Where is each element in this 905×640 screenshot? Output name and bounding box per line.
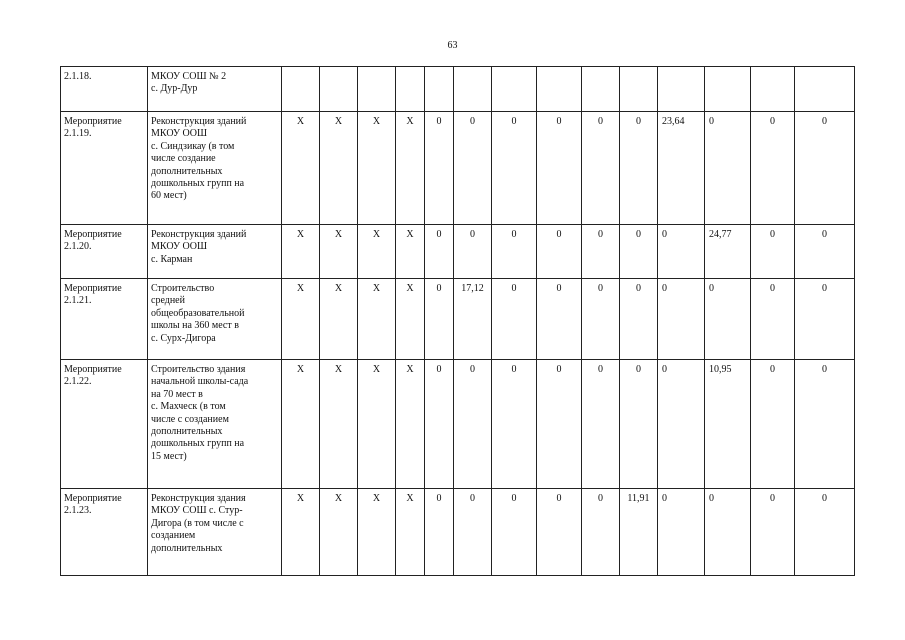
value-cell: 0 xyxy=(492,112,537,225)
measure-name-line: Строительство xyxy=(151,283,215,294)
page-number: 63 xyxy=(447,40,458,51)
measure-name-cell xyxy=(148,67,282,112)
value-cell: 0 xyxy=(620,112,658,225)
value-cell: 0 xyxy=(492,279,537,360)
value-cell: 0 xyxy=(537,112,582,225)
measure-code-line: Мероприятие xyxy=(64,493,122,504)
value-cell: 10,95 xyxy=(705,360,751,489)
measure-name-line: на 70 мест в xyxy=(151,388,203,400)
value-cell: 0 xyxy=(658,489,705,576)
value-cell: Х xyxy=(358,489,396,576)
measure-code-line: Мероприятие xyxy=(64,229,122,240)
value-cell: 0 xyxy=(620,225,658,279)
measure-name-line: с. Дур-Дур xyxy=(151,83,198,95)
table-row xyxy=(61,112,855,225)
value-cell: 0 xyxy=(751,112,795,225)
value-cell: 0 xyxy=(425,360,454,489)
value-cell xyxy=(492,67,537,112)
value-cell: Х xyxy=(358,225,396,279)
value-cell xyxy=(582,67,620,112)
table-row xyxy=(61,360,855,489)
table-row xyxy=(61,67,855,112)
value-cell xyxy=(396,67,425,112)
value-cell xyxy=(320,67,358,112)
measure-name-line: Реконструкция зданий xyxy=(151,116,247,127)
value-cell: 0 xyxy=(454,489,492,576)
value-cell: 0 xyxy=(454,225,492,279)
value-cell: 0 xyxy=(492,489,537,576)
value-cell: 0 xyxy=(582,225,620,279)
value-cell: 0 xyxy=(425,279,454,360)
measure-name-line: Дигора (в том числе с xyxy=(151,517,244,529)
value-cell: 0 xyxy=(454,112,492,225)
measure-name-line: общеобразовательной xyxy=(151,307,245,319)
value-cell: 0 xyxy=(425,225,454,279)
value-cell: 0 xyxy=(705,489,751,576)
measure-code-line: 2.1.20. xyxy=(64,241,92,253)
measure-name-line: Реконструкция зданий xyxy=(151,229,247,240)
measure-code-cell xyxy=(61,112,148,225)
measure-name-line: 15 мест) xyxy=(151,450,187,462)
value-cell: Х xyxy=(358,112,396,225)
value-cell: Х xyxy=(282,279,320,360)
measure-code-line: 2.1.21. xyxy=(64,295,92,307)
measure-code-line: 2.1.19. xyxy=(64,128,92,140)
measure-name-cell xyxy=(148,360,282,489)
measure-code-cell xyxy=(61,489,148,576)
measure-code-cell xyxy=(61,225,148,279)
measure-name-line: с. Карман xyxy=(151,253,193,265)
value-cell: 0 xyxy=(620,279,658,360)
measure-name-line: 60 мест) xyxy=(151,190,187,202)
measure-name-line: с. Синдзикау (в том xyxy=(151,140,235,152)
value-cell: 0 xyxy=(537,360,582,489)
value-cell: Х xyxy=(320,225,358,279)
value-cell: Х xyxy=(396,360,425,489)
measure-name-line: Реконструкция здания xyxy=(151,493,246,504)
measure-name-line: МКОУ ООШ xyxy=(151,241,208,253)
measure-code-line: 2.1.23. xyxy=(64,505,92,517)
value-cell: Х xyxy=(282,489,320,576)
measure-name-line: МКОУ СОШ № 2 xyxy=(151,71,227,82)
measure-code-line: Мероприятие xyxy=(64,283,122,294)
measure-name-line: числе с созданием xyxy=(151,413,229,425)
measure-name-line: средней xyxy=(151,295,185,307)
measure-code-line: Мероприятие xyxy=(64,116,122,127)
value-cell: 0 xyxy=(751,225,795,279)
value-cell: 0 xyxy=(795,360,855,489)
value-cell xyxy=(358,67,396,112)
value-cell: 0 xyxy=(620,360,658,489)
measure-name-line: с. Сурх-Дигора xyxy=(151,332,216,344)
value-cell xyxy=(795,67,855,112)
value-cell: 0 xyxy=(582,279,620,360)
measure-code-cell xyxy=(61,67,148,112)
measure-name-cell xyxy=(148,279,282,360)
measure-code-line: 2.1.22. xyxy=(64,376,92,388)
measure-name-line: дошкольных групп на xyxy=(151,438,245,450)
measure-name-cell xyxy=(148,489,282,576)
value-cell xyxy=(658,67,705,112)
measure-name-line: начальной школы-сада xyxy=(151,376,249,388)
value-cell: Х xyxy=(358,279,396,360)
measure-name-line: МКОУ ООШ xyxy=(151,128,208,140)
value-cell: 0 xyxy=(582,112,620,225)
value-cell: 0 xyxy=(492,360,537,489)
value-cell: 0 xyxy=(658,225,705,279)
value-cell: Х xyxy=(396,225,425,279)
value-cell: 23,64 xyxy=(658,112,705,225)
value-cell: 0 xyxy=(582,489,620,576)
table-row xyxy=(61,489,855,576)
measure-name-line: дошкольных групп на xyxy=(151,178,245,190)
value-cell: 17,12 xyxy=(454,279,492,360)
program-measures-table xyxy=(60,66,855,576)
value-cell: 0 xyxy=(751,360,795,489)
value-cell: 0 xyxy=(795,225,855,279)
measure-name-line: числе создание xyxy=(151,153,216,165)
value-cell xyxy=(425,67,454,112)
value-cell: 0 xyxy=(425,489,454,576)
measure-name-line: МКОУ СОШ с. Стур- xyxy=(151,505,243,517)
value-cell: 0 xyxy=(795,112,855,225)
value-cell: Х xyxy=(282,225,320,279)
measure-name-line: Строительство здания xyxy=(151,364,246,375)
value-cell: 0 xyxy=(537,225,582,279)
value-cell xyxy=(282,67,320,112)
value-cell xyxy=(620,67,658,112)
value-cell: 24,77 xyxy=(705,225,751,279)
measure-code-line: 2.1.18. xyxy=(64,71,92,82)
value-cell: Х xyxy=(282,112,320,225)
value-cell xyxy=(751,67,795,112)
value-cell: 0 xyxy=(658,360,705,489)
measure-name-line: дополнительных xyxy=(151,426,223,438)
value-cell: 11,91 xyxy=(620,489,658,576)
value-cell: 0 xyxy=(454,360,492,489)
table-row xyxy=(61,225,855,279)
value-cell: Х xyxy=(282,360,320,489)
value-cell: 0 xyxy=(537,489,582,576)
measure-name-cell xyxy=(148,112,282,225)
value-cell: 0 xyxy=(425,112,454,225)
value-cell: 0 xyxy=(751,279,795,360)
value-cell: Х xyxy=(358,360,396,489)
measure-code-cell xyxy=(61,279,148,360)
value-cell xyxy=(705,67,751,112)
value-cell xyxy=(537,67,582,112)
measure-code-line: Мероприятие xyxy=(64,364,122,375)
measure-code-cell xyxy=(61,360,148,489)
value-cell: Х xyxy=(320,489,358,576)
value-cell: 0 xyxy=(795,489,855,576)
value-cell: 0 xyxy=(582,360,620,489)
value-cell: Х xyxy=(320,279,358,360)
measure-name-line: с. Махческ (в том xyxy=(151,401,226,413)
measure-name-line: дополнительных xyxy=(151,542,223,554)
value-cell: Х xyxy=(396,112,425,225)
value-cell: Х xyxy=(320,112,358,225)
value-cell: 0 xyxy=(795,279,855,360)
value-cell: 0 xyxy=(705,279,751,360)
value-cell: Х xyxy=(396,279,425,360)
measure-name-cell xyxy=(148,225,282,279)
measure-name-line: школы на 360 мест в xyxy=(151,320,239,332)
value-cell xyxy=(454,67,492,112)
value-cell: 0 xyxy=(658,279,705,360)
table-row xyxy=(61,279,855,360)
measure-name-line: созданием xyxy=(151,530,196,542)
value-cell: Х xyxy=(396,489,425,576)
value-cell: Х xyxy=(320,360,358,489)
value-cell: 0 xyxy=(705,112,751,225)
value-cell: 0 xyxy=(751,489,795,576)
value-cell: 0 xyxy=(492,225,537,279)
value-cell: 0 xyxy=(537,279,582,360)
measure-name-line: дополнительных xyxy=(151,165,223,177)
